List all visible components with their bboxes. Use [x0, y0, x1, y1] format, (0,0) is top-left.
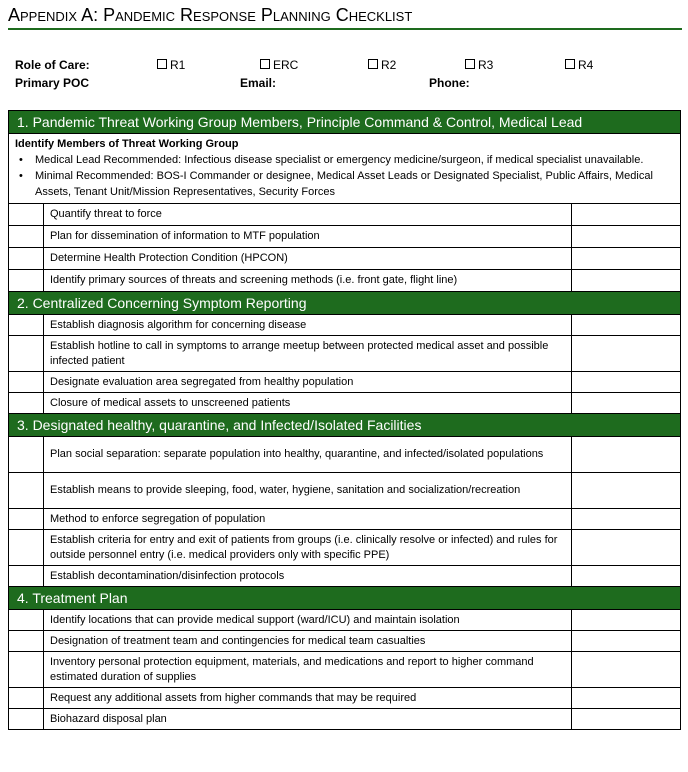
- checklist-row: [9, 688, 681, 709]
- intro-bullet: • Medical Lead Recommended: Infectious disease specialist or emergency medicine/surgeon, if medical specialist unavailable.: [35, 152, 674, 168]
- check-cell[interactable]: [9, 336, 44, 372]
- check-cell[interactable]: [9, 248, 44, 270]
- checkbox-icon: [565, 59, 575, 69]
- section-header: 1. Pandemic Threat Working Group Members, Principle Command & Control, Medical Lead: [9, 111, 681, 134]
- checklist-row: [9, 509, 681, 530]
- section-intro: [9, 134, 681, 204]
- checklist-row: [9, 652, 681, 688]
- notes-cell[interactable]: [572, 248, 681, 270]
- phone-label: Phone:: [429, 76, 470, 90]
- check-cell[interactable]: [9, 315, 44, 336]
- checklist-row: [9, 204, 681, 226]
- page-title: Appendix A: Pandemic Response Planning Checklist: [8, 4, 682, 30]
- item-text: Establish diagnosis algorithm for concerning disease: [44, 315, 572, 336]
- item-text: Designate evaluation area segregated from healthy population: [44, 372, 572, 393]
- checklist-table: [8, 110, 681, 730]
- notes-cell[interactable]: [572, 509, 681, 530]
- checklist-row: [9, 437, 681, 473]
- check-cell[interactable]: [9, 372, 44, 393]
- item-text: Inventory personal protection equipment, materials, and medications and report to higher command estimated duration of supplies: [44, 652, 572, 688]
- checklist-row: [9, 270, 681, 292]
- notes-cell[interactable]: [572, 473, 681, 509]
- checkbox-icon: [260, 59, 270, 69]
- item-text: Plan for dissemination of information to MTF population: [44, 226, 572, 248]
- checklist-row: [9, 566, 681, 587]
- notes-cell[interactable]: [572, 270, 681, 292]
- item-text: Identify locations that can provide medical support (ward/ICU) and maintain isolation: [44, 610, 572, 631]
- role-of-care-label: Role of Care:: [15, 58, 90, 72]
- check-cell[interactable]: [9, 652, 44, 688]
- item-text: Designation of treatment team and contingencies for medical team casualties: [44, 631, 572, 652]
- checklist-row: [9, 473, 681, 509]
- primary-poc-label: Primary POC: [15, 76, 90, 90]
- checkbox-icon: [157, 59, 167, 69]
- checklist-row: [9, 248, 681, 270]
- notes-cell[interactable]: [572, 530, 681, 566]
- notes-cell[interactable]: [572, 709, 681, 730]
- checklist-row: [9, 315, 681, 336]
- checklist-row: [9, 709, 681, 730]
- item-text: Establish decontamination/disinfection protocols: [44, 566, 572, 587]
- role-r1-checkbox[interactable]: R1: [157, 58, 185, 72]
- item-text: Biohazard disposal plan: [44, 709, 572, 730]
- item-text: Method to enforce segregation of population: [44, 509, 572, 530]
- check-cell[interactable]: [9, 709, 44, 730]
- checklist-row: [9, 530, 681, 566]
- check-cell[interactable]: [9, 473, 44, 509]
- role-erc-checkbox[interactable]: ERC: [260, 58, 298, 72]
- role-r3-checkbox[interactable]: R3: [465, 58, 493, 72]
- checklist-row: [9, 336, 681, 372]
- notes-cell[interactable]: [572, 315, 681, 336]
- check-cell[interactable]: [9, 226, 44, 248]
- role-r4-checkbox[interactable]: R4: [565, 58, 593, 72]
- item-text: Determine Health Protection Condition (HPCON): [44, 248, 572, 270]
- intro-bullet: • Minimal Recommended: BOS-I Commander or designee, Medical Asset Leads or Designated Specialist, Public Affairs, Medical Assets, Tenant Unit/Mission Representatives, Security Forces: [35, 168, 674, 200]
- checklist-row: [9, 610, 681, 631]
- item-text: Request any additional assets from higher commands that may be required: [44, 688, 572, 709]
- item-text: Plan social separation: separate population into healthy, quarantine, and infected/isolated populations: [44, 437, 572, 473]
- section-header: 4. Treatment Plan: [9, 587, 681, 610]
- notes-cell[interactable]: [572, 204, 681, 226]
- notes-cell[interactable]: [572, 372, 681, 393]
- check-cell[interactable]: [9, 437, 44, 473]
- checklist-row: [9, 631, 681, 652]
- notes-cell[interactable]: [572, 336, 681, 372]
- item-text: Identify primary sources of threats and screening methods (i.e. front gate, flight line): [44, 270, 572, 292]
- intro-title: Identify Members of Threat Working Group: [15, 138, 239, 150]
- checkbox-icon: [368, 59, 378, 69]
- notes-cell[interactable]: [572, 437, 681, 473]
- check-cell[interactable]: [9, 509, 44, 530]
- item-text: Closure of medical assets to unscreened patients: [44, 393, 572, 414]
- item-text: Establish means to provide sleeping, food, water, hygiene, sanitation and socialization/recreation: [44, 473, 572, 509]
- notes-cell[interactable]: [572, 652, 681, 688]
- checkbox-icon: [465, 59, 475, 69]
- notes-cell[interactable]: [572, 226, 681, 248]
- email-label: Email:: [240, 76, 277, 90]
- notes-cell[interactable]: [572, 688, 681, 709]
- checklist-row: [9, 372, 681, 393]
- item-text: Establish criteria for entry and exit of patients from groups (i.e. clinically resolve or infected) and rules for outside personnel entry (i.e. medical providers only with specific PPE): [44, 530, 572, 566]
- check-cell[interactable]: [9, 566, 44, 587]
- check-cell[interactable]: [9, 688, 44, 709]
- item-text: Quantify threat to force: [44, 204, 572, 226]
- notes-cell[interactable]: [572, 566, 681, 587]
- checklist-row: [9, 226, 681, 248]
- item-text: Establish hotline to call in symptoms to arrange meetup between protected medical asset and possible infected patient: [44, 336, 572, 372]
- intro-bullets: [15, 152, 674, 200]
- notes-cell[interactable]: [572, 610, 681, 631]
- section-header: 3. Designated healthy, quarantine, and Infected/Isolated Facilities: [9, 414, 681, 437]
- check-cell[interactable]: [9, 631, 44, 652]
- check-cell[interactable]: [9, 393, 44, 414]
- check-cell[interactable]: [9, 530, 44, 566]
- check-cell[interactable]: [9, 270, 44, 292]
- notes-cell[interactable]: [572, 631, 681, 652]
- check-cell[interactable]: [9, 204, 44, 226]
- notes-cell[interactable]: [572, 393, 681, 414]
- role-r2-checkbox[interactable]: R2: [368, 58, 396, 72]
- checklist-row: [9, 393, 681, 414]
- check-cell[interactable]: [9, 610, 44, 631]
- section-header: 2. Centralized Concerning Symptom Reporting: [9, 292, 681, 315]
